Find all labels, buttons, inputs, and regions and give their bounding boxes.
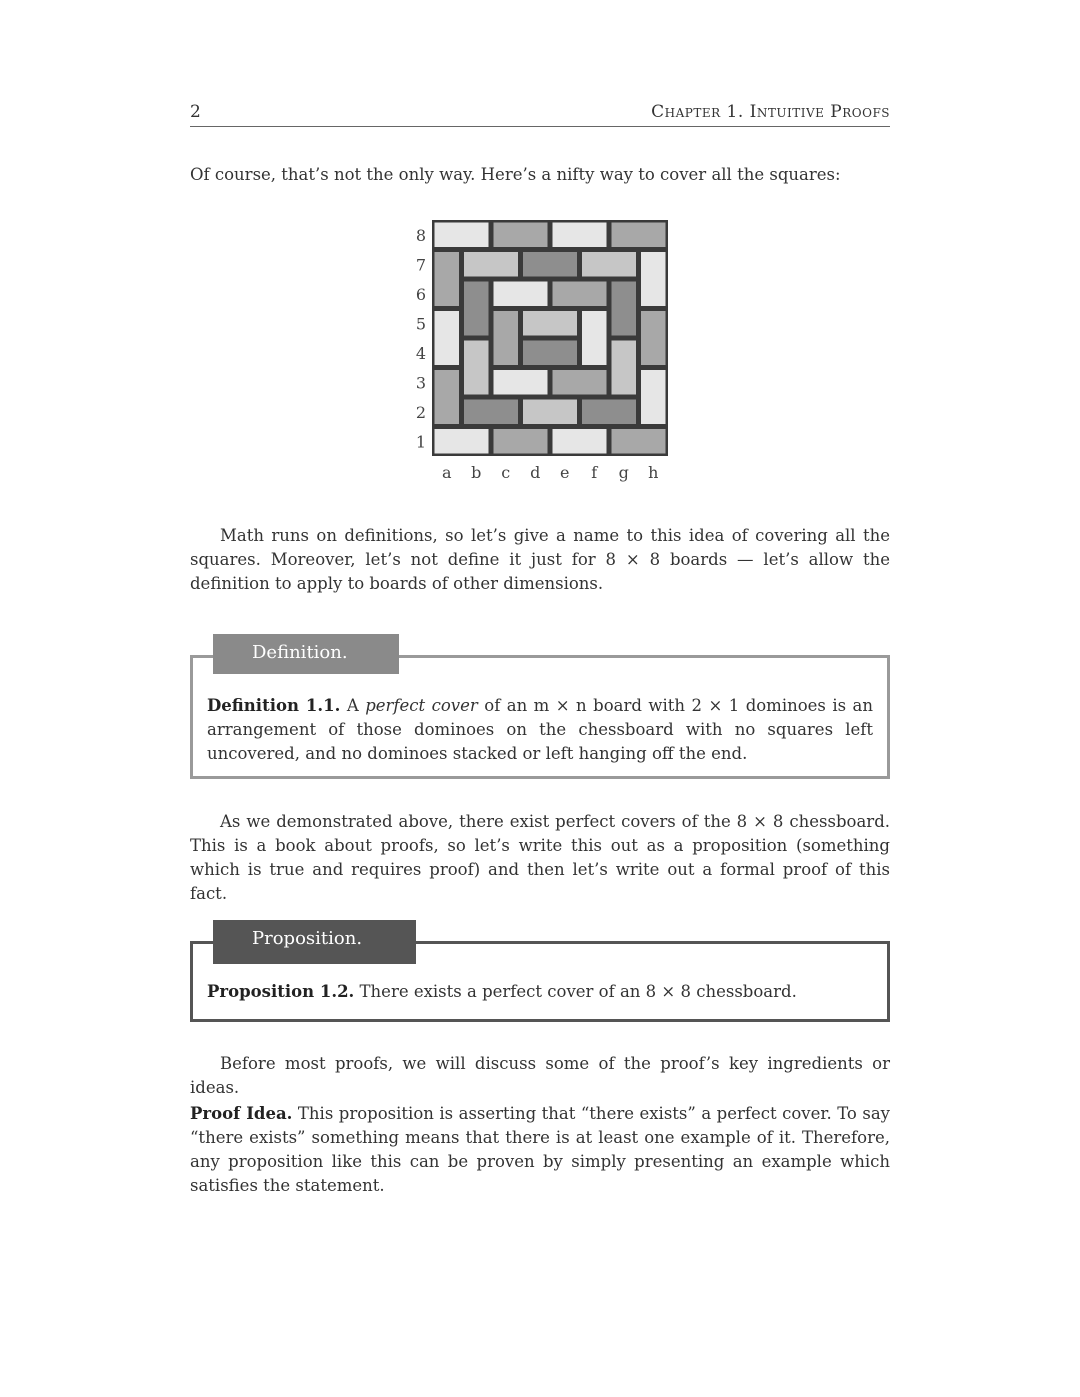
rank-label: 3 [415,373,427,393]
rank-label: 6 [415,284,427,304]
domino [523,341,577,366]
definition-label: Definition 1.1. [207,696,341,715]
rank-label: 1 [415,432,427,452]
domino-board-figure [415,215,685,490]
proof-idea-text: This proposition is asserting that “there exists” a perfect cover. To say “there exists” something means that there is at least one example of it. Therefore, any proposition like this can be proven by simply presenting an example which satisfies the statement. [190,1104,890,1195]
domino [435,311,460,365]
file-label: c [501,463,511,482]
chapter-title: Chapter 1. Intuitive Proofs [651,102,890,122]
rank-label: 5 [415,314,427,334]
domino [582,400,636,425]
domino [494,282,548,307]
domino [582,252,636,277]
file-label: d [530,463,541,482]
definition-term: perfect cover [365,696,478,715]
domino [435,223,489,248]
domino [435,370,460,424]
domino [464,252,518,277]
rank-label: 7 [415,255,427,275]
domino [641,311,666,365]
paragraph-proposition-intro: As we demonstrated above, there exist perfect covers of the 8 × 8 chessboard. This is a book about proofs, so let’s write this out as a proposition (something which is true and requires proof) and then let’s write out a formal proof of this fact. [190,812,890,903]
domino [494,429,548,454]
domino [464,400,518,425]
domino [553,370,607,395]
domino [612,429,666,454]
domino [553,282,607,307]
file-label: a [441,463,452,482]
proof-idea-label: Proof Idea. [190,1104,293,1123]
domino [553,429,607,454]
paragraph-before-proofs: Before most proofs, we will discuss some of the proof’s key ingredients or ideas. [190,1054,890,1097]
domino [612,282,637,336]
domino [523,252,577,277]
domino [641,370,666,424]
proof-idea [190,1102,890,1198]
domino [464,282,489,336]
domino [641,252,666,306]
definition-body: of an m × n board with 2 × 1 dominoes is an arrangement of those dominoes on the chessboard with no squares left uncovered, and no dominoes stacked or left hanging off the end. [207,696,874,763]
definition-text [207,694,873,766]
running-header [190,102,890,127]
rank-label: 4 [415,343,427,363]
intro-text: Of course, that’s not the only way. Here’s a nifty way to cover all the squares: [190,165,841,184]
proposition-tab: Proposition. [213,920,416,964]
definition-pre: A [340,696,366,715]
proposition-body: There exists a perfect cover of an 8 × 8 chessboard. [354,982,797,1001]
domino [523,311,577,336]
rank-label: 2 [415,402,427,422]
definition-tab: Definition. [213,634,399,674]
domino [612,341,637,395]
domino [494,223,548,248]
domino [523,400,577,425]
file-label: b [471,463,482,482]
file-label: f [591,463,598,482]
rank-label: 8 [415,225,427,245]
domino [582,311,607,365]
proposition-label: Proposition 1.2. [207,982,355,1001]
paragraph-definitions: Math runs on definitions, so let’s give a name to this idea of covering all the squares. Moreover, let’s not define it just for 8 × 8 boards — let’s allow the definition to apply to boards of other dimensions. [190,526,890,593]
domino [553,223,607,248]
file-label: e [560,463,570,482]
file-label: h [648,463,659,482]
domino [464,341,489,395]
domino [494,311,519,365]
domino [435,429,489,454]
domino [612,223,666,248]
domino [494,370,548,395]
file-label: g [618,463,629,482]
domino [435,252,460,306]
proposition-text [207,980,873,1004]
page-number: 2 [190,102,201,122]
